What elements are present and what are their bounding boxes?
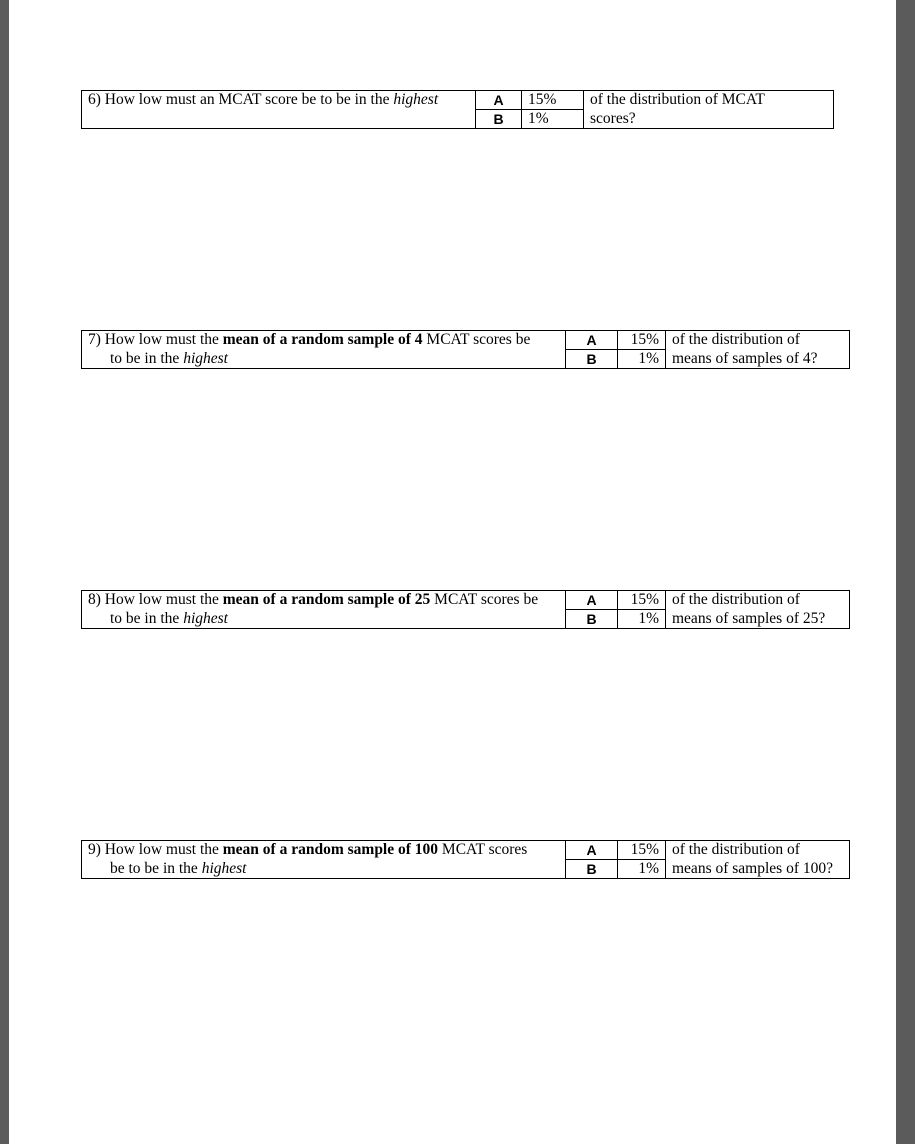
option-a-label: A xyxy=(566,591,618,610)
question-6-description-line2: scores? xyxy=(584,110,834,129)
option-b-label: B xyxy=(476,110,522,129)
question-7-text-continued: to be in the highest xyxy=(82,350,566,369)
question-8-text: 8) How low must the mean of a random sample of 25 MCAT scores be xyxy=(82,591,566,610)
question-7-description-line1: of the distribution of xyxy=(666,331,850,350)
bold-phrase: mean of a random sample of 100 xyxy=(222,841,439,858)
question-6-description-line1: of the distribution of MCAT xyxy=(584,91,834,110)
viewer-background-left xyxy=(0,0,9,1144)
question-6-text: 6) How low must an MCAT score be to be in the highest xyxy=(82,91,476,110)
viewer-scrollbar-area[interactable] xyxy=(896,0,915,1144)
option-b-label: B xyxy=(566,350,618,369)
emphasis-highest: highest xyxy=(393,91,439,108)
bold-phrase: mean of a random sample of 25 xyxy=(222,591,431,608)
question-6-text-continued xyxy=(82,110,476,129)
question-7-description-line2: means of samples of 4? xyxy=(666,350,850,369)
option-a-percent: 15% xyxy=(618,841,666,860)
question-9-text: 9) How low must the mean of a random sample of 100 MCAT scores xyxy=(82,841,566,860)
emphasis-highest: highest xyxy=(183,609,228,627)
option-a-label: A xyxy=(566,331,618,350)
question-7-table xyxy=(81,330,850,369)
document-page xyxy=(9,0,896,1144)
question-7-text: 7) How low must the mean of a random sample of 4 MCAT scores be xyxy=(82,331,566,350)
option-b-percent: 1% xyxy=(618,860,666,879)
option-a-percent: 15% xyxy=(618,591,666,610)
question-9-table xyxy=(81,840,850,879)
question-8-description-line1: of the distribution of xyxy=(666,591,850,610)
question-9-description-line1: of the distribution of xyxy=(666,841,850,860)
option-a-percent: 15% xyxy=(522,91,584,110)
question-9-text-continued: be to be in the highest xyxy=(82,860,566,879)
question-8-description-line2: means of samples of 25? xyxy=(666,610,850,629)
question-8-table xyxy=(81,590,850,629)
question-9-description-line2: means of samples of 100? xyxy=(666,860,850,879)
option-a-label: A xyxy=(476,91,522,110)
question-8-text-continued: to be in the highest xyxy=(82,610,566,629)
bold-phrase: mean of a random sample of 4 xyxy=(222,331,423,348)
option-b-label: B xyxy=(566,860,618,879)
option-b-percent: 1% xyxy=(522,110,584,129)
option-b-percent: 1% xyxy=(618,610,666,629)
option-a-percent: 15% xyxy=(618,331,666,350)
option-b-percent: 1% xyxy=(618,350,666,369)
emphasis-highest: highest xyxy=(201,859,247,877)
question-6-table xyxy=(81,90,834,129)
option-b-label: B xyxy=(566,610,618,629)
emphasis-highest: highest xyxy=(183,349,228,367)
option-a-label: A xyxy=(566,841,618,860)
